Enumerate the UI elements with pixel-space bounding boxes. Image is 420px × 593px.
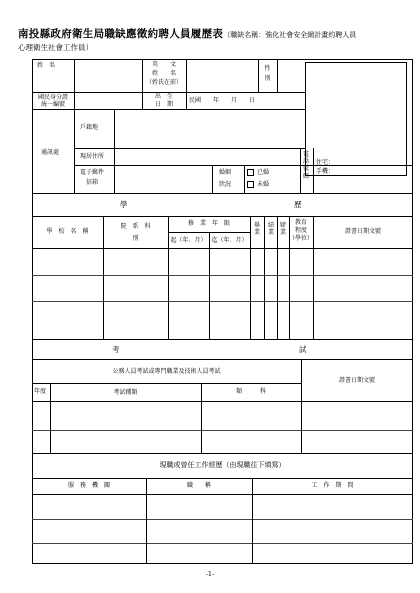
household-address-label: 戶籍地 <box>80 124 99 131</box>
col-exam-type: 考試種類 <box>113 389 138 396</box>
english-name-label-3: （姓氏在前） <box>145 79 182 86</box>
col-job-title: 職 稱 <box>186 482 211 489</box>
col-work-period: 工 作 期 間 <box>311 482 354 489</box>
marital-label-1: 婚姻 <box>219 169 232 176</box>
col-school-name: 學 校 名 稱 <box>46 228 89 235</box>
unmarried-option[interactable]: 未婚 <box>247 181 269 188</box>
job-name-prefix: （職缺名稱：強化社會安全網計畫約聘人員 <box>223 31 357 39</box>
col-exam-category: 類 科 <box>235 388 266 395</box>
exam-header: 公務人員考試或專門職業及技術人員考試 <box>112 368 221 375</box>
form-title <box>18 26 356 41</box>
experience-section-title: 現職或曾任工作經歷（由現職往下填寫） <box>159 461 286 469</box>
english-name-label-2: 姓 名 <box>151 70 176 77</box>
col-education-cert-date: 證書日期文號 <box>344 228 381 235</box>
marital-label-2: 狀況 <box>219 181 232 188</box>
gender-label-1: 性 <box>264 65 271 72</box>
birth-date-format: 民國 年 月 日 <box>189 97 256 104</box>
email-label-1: 電子郵件 <box>80 169 105 176</box>
gender-label-2: 別 <box>264 75 271 82</box>
col-from: 起（年．月） <box>170 237 207 244</box>
col-agency: 服 務 機 關 <box>67 482 110 489</box>
col-exam-year: 年度 <box>34 388 47 395</box>
married-checkbox[interactable] <box>247 169 254 176</box>
phone-label: 電話號碼 <box>302 151 309 180</box>
id-label-1: 國民身分證 <box>37 94 68 101</box>
name-label: 姓 名 <box>37 62 56 69</box>
form-title-main: 南投縣政府衛生局職缺應徵約聘人員履歷表 <box>18 28 224 40</box>
col-dropout: 肄業 <box>279 222 286 237</box>
education-section-right: 歷 <box>294 200 302 209</box>
married-option[interactable]: 已婚 <box>247 169 269 176</box>
mobile-phone-label: 手機： <box>316 168 335 175</box>
unmarried-checkbox[interactable] <box>247 181 254 188</box>
col-department-2: 別 <box>132 235 139 242</box>
col-exam-cert-date: 證書日期文號 <box>338 377 375 384</box>
col-degree-3: （學位） <box>289 235 314 242</box>
home-phone-label: 住宅： <box>316 159 335 166</box>
id-label-2: 統一編號 <box>40 101 65 108</box>
exam-section-right: 試 <box>299 345 307 354</box>
address-label: 通訊處 <box>41 149 60 156</box>
col-degree-1: 教育 <box>294 219 307 226</box>
education-section-left: 學 <box>120 200 128 209</box>
col-graduated: 畢業 <box>253 222 260 237</box>
residence-address-label: 現居住所 <box>80 153 105 160</box>
exam-section-left: 考 <box>112 345 120 354</box>
col-to: 迄（年．月） <box>211 237 248 244</box>
col-study-period: 修 業 年 限 <box>187 220 230 227</box>
col-degree-2: 程度 <box>294 227 307 234</box>
birth-label-1: 出 生 <box>154 93 173 100</box>
page-number: -1- <box>205 570 215 578</box>
col-completed: 結業 <box>267 222 274 237</box>
job-name-suffix: 心理衛生社會工作員） <box>18 43 93 52</box>
english-name-label-1: 英 文 <box>151 61 176 68</box>
birth-label-2: 日 期 <box>154 101 173 108</box>
col-department-1: 院 系 科 <box>120 223 151 230</box>
email-label-2: 信箱 <box>86 179 99 186</box>
